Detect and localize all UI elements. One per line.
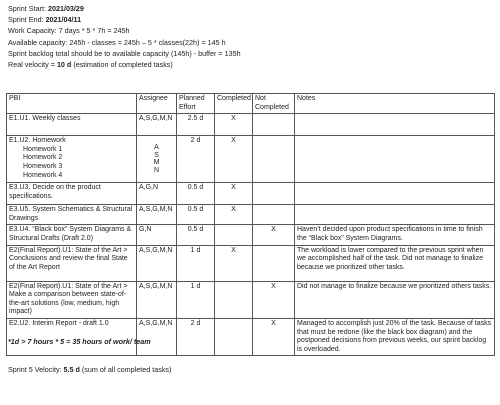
cell-not-completed [253, 136, 295, 183]
cell-notes [295, 136, 495, 183]
table-row [7, 205, 495, 225]
real-velocity-suffix: (estimation of completed tasks) [71, 59, 173, 69]
assignee-letter: A [154, 144, 159, 151]
assignee-letter: M [153, 159, 160, 167]
real-velocity-value: 10 d [56, 59, 72, 69]
cell-assignee [137, 136, 177, 183]
cell-pbi: E2.U2. Interim Report - draft 1.0 [7, 318, 137, 355]
table-row [7, 183, 495, 205]
cell-effort: 2 d [177, 136, 215, 183]
real-velocity-prefix: Real velocity = [8, 59, 57, 69]
velocity-suffix: (sum of all completed tasks) [79, 365, 172, 374]
cell-assignee: A,S,G,M,N [137, 205, 177, 225]
sprint-start-label: Sprint Start: [8, 4, 46, 13]
sprint-end-label: Sprint End: [8, 15, 44, 25]
cell-notes [295, 114, 495, 136]
sprint-velocity-line [8, 366, 171, 375]
sprint-header [8, 5, 492, 72]
assignee-letter: S [154, 151, 159, 159]
header-notes: Notes [295, 94, 495, 114]
cell-not-completed [253, 205, 295, 225]
available-capacity: Available capacity: 245h - classes = 245h – 5 * classes(22h) = 145 h [8, 37, 226, 47]
cell-assignee: A,S,G,M,N [137, 114, 177, 136]
header-not-completed: Not Completed [253, 94, 295, 114]
cell-completed: X [215, 183, 253, 205]
cell-notes [295, 205, 495, 225]
table-row [7, 136, 495, 183]
table-row [7, 225, 495, 245]
cell-completed [215, 318, 253, 355]
table-row [7, 114, 495, 136]
cell-completed: X [215, 245, 253, 281]
pbi-title: E1.U2. Homework [9, 137, 66, 145]
sub-item: Homework 3 [23, 162, 63, 170]
cell-completed [215, 281, 253, 318]
cell-effort: 1 d [177, 245, 215, 281]
work-capacity: Work Capacity: 7 days * 5 * 7h = 245h [8, 26, 130, 36]
cell-pbi: E2(Final Report).U1: State of the Art > Conclusions and review the final State of the Art Report [7, 245, 137, 281]
pbi-table [6, 93, 495, 356]
cell-not-completed [253, 183, 295, 205]
cell-effort: 2 d [177, 318, 215, 355]
cell-not-completed [253, 114, 295, 136]
sprint-start-value: 2021/03/29 [47, 4, 84, 13]
velocity-prefix: Sprint 5 Velocity: [8, 365, 64, 374]
cell-notes: Managed to accomplish just 20% of the task. Because of tasks that must be redone (like the black box diagram) and the postponed decisions from previous weeks, our sprint backlog is overloaded. [295, 318, 495, 355]
cell-not-completed [253, 245, 295, 281]
assignee-letter: N [153, 166, 160, 174]
cell-effort: 2.5 d [177, 114, 215, 136]
cell-assignee: G,N [137, 225, 177, 245]
cell-effort: 0.5 d [177, 225, 215, 245]
cell-pbi: E1.U1. Weekly classes [7, 114, 137, 136]
cell-completed: X [215, 136, 253, 183]
cell-pbi: E3.U3. Decide on the product specifications. [7, 183, 137, 205]
cell-effort: 0.5 d [177, 205, 215, 225]
hours-note: *1d > 7 hours * 5 = 35 hours of work/ team [8, 337, 151, 346]
cell-assignee: A,G,N [137, 183, 177, 205]
backlog-total: Sprint backlog total should be to available capacity (145h) - buffer = 135h [8, 48, 241, 58]
cell-completed [215, 225, 253, 245]
cell-not-completed: X [253, 225, 295, 245]
cell-not-completed: X [253, 318, 295, 355]
sub-item: Homework 4 [23, 171, 63, 179]
sprint-end-value: 2021/04/11 [45, 15, 82, 25]
cell-completed: X [215, 205, 253, 225]
cell-notes: The workload is lower compared to the previous sprint when we accomplished half of the task. Did not manage to finalize because we prioritized other tasks. [295, 245, 495, 281]
header-completed: Completed [215, 94, 253, 114]
cell-effort: 1 d [177, 281, 215, 318]
cell-effort: 0.5 d [177, 183, 215, 205]
table-header-row [7, 94, 495, 114]
cell-notes: Did not manage to finalize because we prioritized others tasks. [295, 281, 495, 318]
cell-assignee: A,S,G,M,N [137, 281, 177, 318]
header-pbi: PBI [7, 94, 137, 114]
cell-pbi: E2(Final Report).U1: State of the Art > Make a comparison between state-of-the-art solutions (low, medium, high impact) [7, 281, 137, 318]
header-assignee: Assignee [137, 94, 177, 114]
cell-not-completed: X [253, 281, 295, 318]
cell-pbi: E3.U5. System Schematics & Structural Drawings [7, 205, 137, 225]
cell-assignee: A,S,G,M,N [137, 245, 177, 281]
cell-pbi [7, 136, 137, 183]
sub-item: Homework 2 [23, 154, 63, 162]
cell-notes: Haven’t decided upon product specifications in time to finish the “Black box” System Diagrams. [295, 225, 495, 245]
table-row [7, 245, 495, 281]
table-row [7, 281, 495, 318]
real-velocity-line [8, 61, 492, 72]
sub-item: Homework 1 [23, 145, 63, 153]
cell-notes [295, 183, 495, 205]
cell-completed: X [215, 114, 253, 136]
cell-pbi: E3.U4. “Black box” System Diagrams & Structural Drafts (Draft 2.0) [7, 225, 137, 245]
velocity-value: 5.5 d [63, 365, 80, 374]
cell-assignee: A,S,G,M,N [137, 318, 177, 355]
header-planned-effort: Planned Effort [177, 94, 215, 114]
